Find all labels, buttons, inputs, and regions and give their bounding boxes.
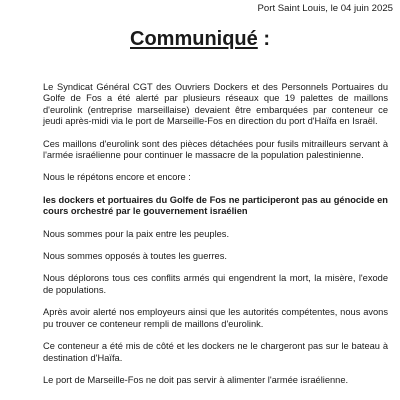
document-body bbox=[43, 82, 388, 397]
paragraph-repeat: Nous le répétons encore et encore : bbox=[43, 172, 191, 183]
dateline: Port Saint Louis, le 04 juin 2025 bbox=[257, 3, 393, 14]
document-title bbox=[0, 27, 400, 51]
paragraph-statement: les dockers et portuaires du Golfe de Fos ne participeront pas au génocide en cours orchestré par le gouvernement israélien bbox=[43, 194, 388, 217]
paragraph-peace: Nous sommes pour la paix entre les peuples. bbox=[43, 228, 230, 239]
title-colon: : bbox=[257, 28, 270, 50]
title-text: Communiqué bbox=[130, 28, 258, 50]
paragraph-container-found: Après avoir alerté nos employeurs ainsi que les autorités compétentes, nous avons pu trouver ce conteneur rempli de maillons d'eurolink. bbox=[43, 307, 388, 329]
paragraph-eurolink-parts: Ces maillons d'eurolink sont des pièces détachées pour fusils mitrailleurs servant à l'armée israélienne pour continuer le massacre de la population palestinienne. bbox=[43, 138, 388, 161]
paragraph-alert: Le Syndicat Général CGT des Ouvriers Dockers et des Personnels Portuaires du Golfe de Fos a été alerté par plusieurs réseaux que 19 palettes de maillons d'eurolink (entreprise marseillaise) devaient être embarquées par conteneur ce jeudi après-midi via le port de Marseille-Fos en direction du port d'Haïfa en Israël. bbox=[43, 82, 388, 127]
paragraph-against-wars: Nous sommes opposés à toutes les guerres. bbox=[43, 251, 227, 262]
paragraph-not-loaded: Ce conteneur a été mis de côté et les dockers ne le chargeront pas sur le bateau à destination d'Haïfa. bbox=[43, 341, 388, 363]
paragraph-port-conclusion: Le port de Marseille-Fos ne doit pas servir à alimenter l'armée israélienne. bbox=[43, 374, 349, 385]
paragraph-conflicts: Nous déplorons tous ces conflits armés qui engendrent la mort, la misère, l'exode de populations. bbox=[43, 273, 388, 295]
